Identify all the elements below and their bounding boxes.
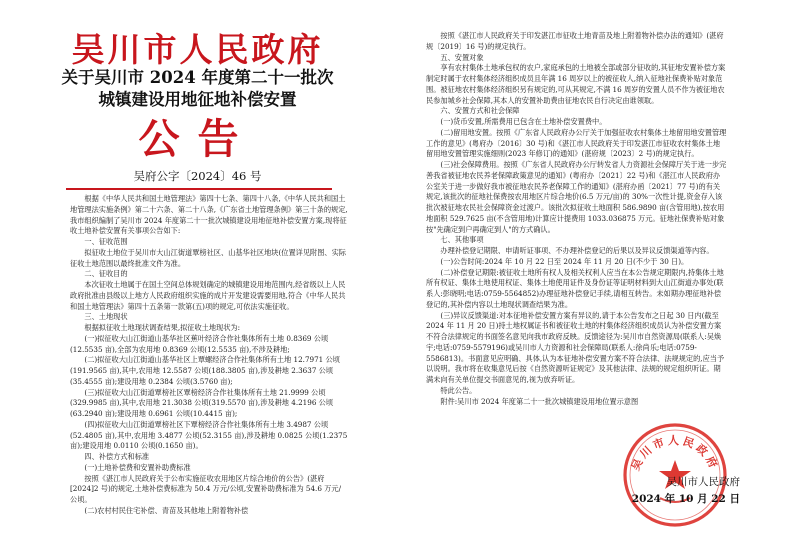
section-heading: 一、征收范围: [84, 237, 128, 246]
section-heading: 二、征收目的: [84, 269, 128, 279]
signature-organization: 吴川市人民政府: [666, 476, 740, 488]
section-heading: (二)农村村民住宅补偿、青苗及其他地上附着物补偿: [84, 505, 249, 515]
paragraph: 办理补偿登记期限、申请听证事项、不办理补偿登记的后果以及异议反馈渠道等内容。: [440, 246, 714, 255]
section-heading: 七、其他事项: [440, 235, 484, 245]
section-heading: (一)货币安置,所需费用已包含在土地补偿安置费中。: [440, 117, 607, 126]
paragraph: (二)拟征收大山江街道山基华社区上覃螺经济合作社集体所有土地 12.7971 公顷(191.9565 亩),其中,农用地 12.5587 公顷(188.3805 亩),涉及耕地 2.3637 公顷(35.4555 亩);建设用地 0.2384 公顷(3.5760 亩);: [70, 355, 340, 386]
section-heading: 六、安置方式和社会保障: [440, 106, 520, 116]
paragraph: (一)公告时间:2024 年 10 月 22 日至 2024 年 11 月 20 日(不少于 30 日)。: [440, 256, 689, 266]
seal-text: 吴川市人民政府: [628, 434, 722, 473]
red-divider: [66, 188, 332, 190]
section-heading: 五、安置对象: [440, 52, 484, 62]
paragraph: 附件:吴川市 2024 年度第二十一批次城镇建设用地位置示意图: [440, 396, 639, 406]
paragraph: (四)拟征收大山江街道覃榜社区下覃榜经济合作社集体所有土地 3.4987 公顷(52.4805 亩),其中,农用地 3.4877 公顷(52.3155 亩),涉及耕地 0.0825 公顷(1.2375 亩);建设用地 0.0110 公顷(0.1650 亩)。: [70, 419, 348, 451]
paragraph: (二)留用地安置。按照《广东省人民政府办公厅关于加强征收农村集体土地留用地安置管理工作的意见》(粤府办〔2016〕30 号)和《湛江市人民政府关于印发湛江市征收农村集体土地留用地安置管理实施细则(2023 年修订)的通知》(湛府规〔2023〕2 号)的规定执行。: [426, 127, 727, 159]
section-heading: 四、补偿方式和标准: [84, 452, 150, 461]
paragraph: (三)异议反馈渠道:对本征地补偿安置方案有异议的,请于本公告发布之日起 30 日内(截至 2024 年 11 月 20 日)持土地权属证书和被征收土地的村集体经济组织成员认为补偿安置方案不符合法律规定的书面签名意见向我市政府反映。反馈途径为:吴川市自然资源局(联系人:吴焕宇;电话:0759-5579196)或吴川市人力资源和社会保障局(联系人:徐尚乐;电话:0759-5586813)。书面意见应明确、具体,认为本征地补偿安置方案不符合法律、法规规定的,应当予以说明。我市将在收集意见后按《自然资源听证规定》及其他法律、法规的规定组织听证。期满未向有关单位提交书面意见的,视为放弃听证。: [426, 310, 725, 384]
paragraph: 拟征收土地位于吴川市大山江街道覃榜社区、山基华社区地块(位置详见附图、实际征收土地范围以最终批准文件为准。: [70, 247, 346, 268]
paragraph: (一)拟征收大山江街道山基华社区蕉叶经济合作社集体所有土地 0.8369 公顷(12.5535 亩),全部为农用地 0.8369 公顷(12.5535 亩),不涉及耕地;: [70, 333, 329, 354]
issuer-title: 吴川市人民政府: [71, 30, 324, 69]
paragraph: (三)拟征收大山江街道覃榜社区覃榜经济合作社集体所有土地 21.9999 公顷(329.9985 亩),其中,农用地 21.3038 公顷(319.5570 亩),涉及耕地 4.2196 公顷(63.2940 亩);建设用地 0.6961 公顷(10.4415 亩);: [70, 387, 334, 418]
notice-heading: 公告: [138, 115, 257, 163]
paragraph: 按照《湛江市人民政府关于印发湛江市征收土地青苗及地上附着物补偿办法的通知》(湛府规〔2019〕16 号)的规定执行。: [426, 31, 724, 51]
subtitle-line-1: 关于吴川市 2024 年度第二十一批次: [61, 68, 334, 87]
paragraph: 本次征收土地属于在国土空间总体规划确定的城镇建设用地范围内,经省级以上人民政府批准由县级以上地方人民政府组织实施的成片开发建设需要用地,符合《中华人民共和国土地管理法》第四十五条第一款第(五)项的规定,可依法实施征收。: [70, 280, 346, 311]
subtitle-line-2: 城镇建设用地征地补偿安置: [98, 90, 297, 109]
paragraph: 根据拟征收土地现状调查结果,拟征收土地现状为:: [84, 323, 241, 332]
paragraph: 按照《湛江市人民政府关于公布实施征收农用地区片综合地价的公告》(湛府[2024]2 号)的规定,土地补偿费标准为 50.4 万元/公顷,安置补助费标准为 54.6 万元/公顷。: [70, 473, 341, 504]
document-number: 吴府公字〔2024〕46 号: [133, 169, 262, 183]
paragraph: 根据《中华人民共和国土地管理法》第四十七条、第四十八条,《中华人民共和国土地管理法实施条例》第二十六条、第二十八条,《广东省土地管理条例》第三十条的规定,我市组织编制了吴川市 2024 年度第二十一批次城镇建设用地征地补偿安置方案,现将征收土地补偿安置有关事项公告如下:: [70, 194, 348, 236]
signature-date: 2024 年 10 月 22 日: [631, 493, 740, 505]
section-heading: (一)土地补偿费和安置补助费标准: [84, 462, 191, 472]
section-heading: 三、土地现状: [84, 312, 128, 322]
paragraph: (三)社会保障费用。按照《广东省人民政府办公厅转发省人力资源社会保障厅关于进一步完善我省被征地农民养老保障政策意见的通知》(粤府办〔2021〕22 号)和《湛江市人民政府办公室关于进一步做好我市被征地农民养老保障工作的通知》(湛府办函〔2021〕77 号)的有关规定,该批次的征地社保费按农用地区片综合地价(6.5 万元/亩)的 30%一次性计提,资金存入该批次被征地农民社会保障资金过渡户。该批次拟征收土地面积 586.9890 亩(含管用地),按农用地面积 529.7625 亩(不含管用地)计算应计提费用 1033.036875 万元。征地社保费补贴对象按"先确定到户再确定到人"的方式确认。: [426, 160, 727, 234]
left-text-column: [70, 194, 348, 517]
right-text-column: [426, 31, 727, 407]
paragraph: 特此公告。: [440, 385, 477, 395]
paragraph: (二)补偿登记期限:被征收土地所有权人及相关权利人应当在本公告规定期限内,持集体土地所有权证、集体土地使用权证、集体土地使用证件及身份证等证明材料到大山江街道办事处(联系人:彭晓明;电话:0759-5564852)办理征地补偿登记手续,请相互转告。未如期办理征地补偿登记的,其补偿内容以土地现状调查结果为准。: [426, 267, 724, 309]
paragraph: 享有农村集体土地承包权的农户,家庭承包的土地被全部或部分征收的,其征地安置补偿方案制定时属于农村集体经济组织成员且年满 16 周岁以上的被征收人,纳入征地社保费补贴对象范围。被征地农村集体经济组织另有规定的,可从其规定,不满 16 周岁的安置人员不作为被征地农民参加城乡社会保障,其本人的安置补助费由征地农民自行决定由谁领取。: [426, 63, 726, 105]
